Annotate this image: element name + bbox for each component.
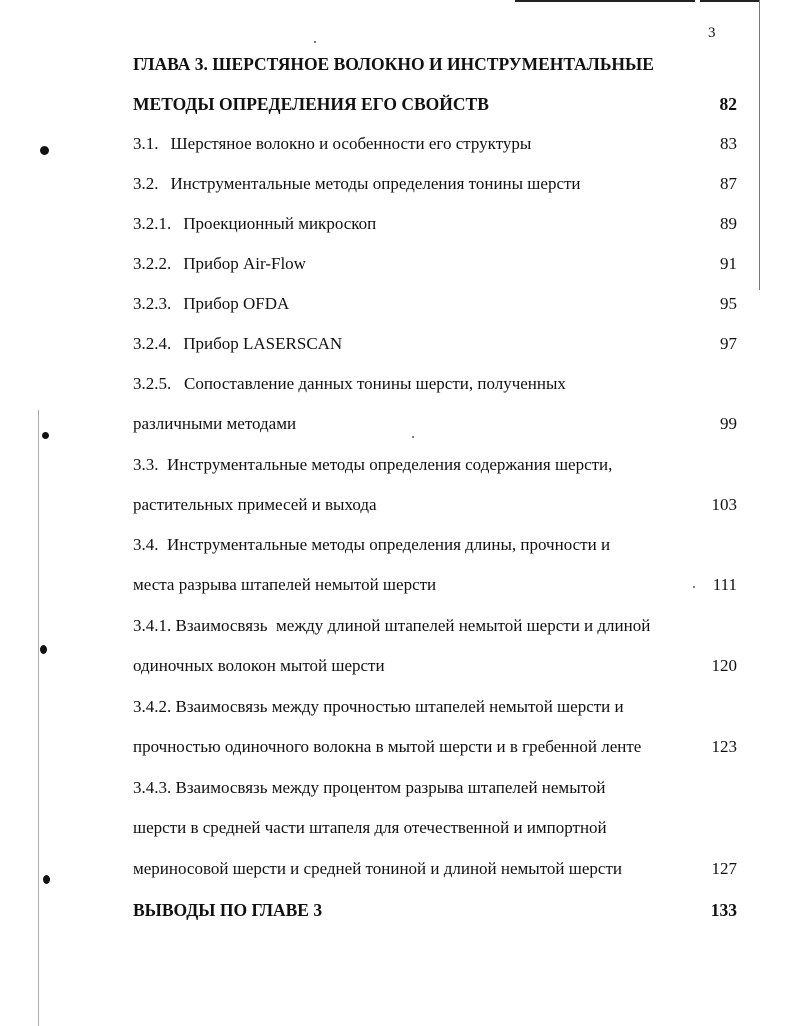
toc-entry-3-4-3-line3[interactable] bbox=[0, 857, 795, 881]
toc-entry-page: 103 bbox=[711, 495, 737, 514]
toc-entry-3-2-2[interactable] bbox=[0, 252, 795, 276]
scan-speck bbox=[314, 41, 316, 43]
toc-entry-page: 95 bbox=[720, 294, 737, 313]
conclusions-page-number: 133 bbox=[710, 900, 737, 920]
toc-entry-3-1[interactable] bbox=[0, 132, 795, 156]
toc-entry-text: 3.3. Инструментальные методы определения содержания шерсти, bbox=[133, 455, 613, 474]
chapter-title-text: МЕТОДЫ ОПРЕДЕЛЕНИЯ ЕГО СВОЙСТВ bbox=[133, 94, 489, 114]
toc-entry-page: 120 bbox=[711, 656, 737, 675]
toc-entry-3-4-1-line2[interactable] bbox=[0, 654, 795, 678]
toc-entry-text: 3.2.5. Сопоставление данных тонины шерсти, полученных bbox=[133, 374, 566, 393]
toc-entry-3-4-3-line1[interactable] bbox=[0, 776, 795, 800]
toc-entry-page: 123 bbox=[711, 737, 737, 756]
toc-entry-3-2-3[interactable] bbox=[0, 292, 795, 316]
toc-entry-3-4-3-line2[interactable] bbox=[0, 816, 795, 840]
toc-entry-page: 97 bbox=[720, 334, 737, 353]
toc-entry-3-2-5-line2[interactable] bbox=[0, 412, 795, 436]
chapter-title-text: ГЛАВА 3. ШЕРСТЯНОЕ ВОЛОКНО И ИНСТРУМЕНТАЛЬНЫЕ bbox=[133, 54, 654, 74]
toc-entry-text: 3.4. Инструментальные методы определения длины, прочности и bbox=[133, 535, 611, 554]
toc-entry-page: 111 bbox=[712, 575, 737, 594]
toc-entry-text: Прибор Air-Flow bbox=[183, 254, 306, 273]
toc-entry-text: различными методами bbox=[133, 414, 297, 433]
toc-entry-page: 91 bbox=[720, 254, 737, 273]
toc-entry-page: 83 bbox=[720, 134, 737, 153]
toc-entry-3-3-line2[interactable] bbox=[0, 493, 795, 517]
toc-entry-text: места разрыва штапелей немытой шерсти bbox=[133, 575, 437, 594]
scan-speck bbox=[412, 436, 414, 438]
toc-entry-text: растительных примесей и выхода bbox=[133, 495, 377, 514]
toc-entry-text: мериносовой шерсти и средней тониной и длиной немытой шерсти bbox=[133, 859, 622, 878]
toc-entry-number: 3.2.2. bbox=[133, 254, 172, 273]
toc-entry-text: одиночных волокон мытой шерсти bbox=[133, 656, 385, 675]
toc-entry-3-2-4[interactable] bbox=[0, 332, 795, 356]
toc-entry-number: 3.2. bbox=[133, 174, 159, 193]
toc-entry-3-2-5-line1[interactable] bbox=[0, 372, 795, 396]
toc-entry-page: 89 bbox=[720, 214, 737, 233]
toc-entry-text: 3.4.1. Взаимосвязь между длиной штапелей немытой шерсти и длиной bbox=[133, 616, 651, 635]
toc-entry-3-2[interactable] bbox=[0, 172, 795, 196]
toc-entry-text: Проекционный микроскоп bbox=[183, 214, 377, 233]
toc-entry-page: 99 bbox=[720, 414, 737, 433]
scan-edge-top-right bbox=[700, 0, 760, 2]
toc-entry-number: 3.2.4. bbox=[133, 334, 172, 353]
toc-entry-3-4-1-line1[interactable] bbox=[0, 614, 795, 638]
toc-entry-3-4-line2[interactable] bbox=[0, 573, 795, 597]
toc-entry-text: Инструментальные методы определения тонины шерсти bbox=[170, 174, 581, 193]
toc-entry-text: Прибор LASERSCAN bbox=[183, 334, 343, 353]
toc-entry-text: Прибор OFDA bbox=[183, 294, 290, 313]
toc-entry-3-4-2-line2[interactable] bbox=[0, 735, 795, 759]
toc-entry-text: 3.4.2. Взаимосвязь между прочностью штапелей немытой шерсти и bbox=[133, 697, 624, 716]
toc-entry-number: 3.2.1. bbox=[133, 214, 172, 233]
conclusions-title: ВЫВОДЫ ПО ГЛАВЕ 3 bbox=[133, 900, 323, 920]
toc-entry-3-4-line1[interactable] bbox=[0, 533, 795, 557]
toc-entry-3-4-2-line1[interactable] bbox=[0, 695, 795, 719]
toc-conclusions[interactable] bbox=[0, 898, 795, 922]
toc-entry-page: 127 bbox=[711, 859, 737, 878]
toc-entry-number: 3.2.3. bbox=[133, 294, 172, 313]
punch-hole-3 bbox=[40, 645, 47, 654]
chapter-page-number: 82 bbox=[719, 94, 737, 114]
toc-entry-number: 3.1. bbox=[133, 134, 159, 153]
toc-chapter-title-line2[interactable] bbox=[0, 92, 795, 116]
toc-entry-3-3-line1[interactable] bbox=[0, 453, 795, 477]
toc-entry-3-2-1[interactable] bbox=[0, 212, 795, 236]
toc-entry-page: 87 bbox=[720, 174, 737, 193]
toc-entry-text: шерсти в средней части штапеля для отечественной и импортной bbox=[133, 818, 607, 837]
toc-entry-text: 3.4.3. Взаимосвязь между процентом разрыва штапелей немытой bbox=[133, 778, 606, 797]
toc-entry-text: прочностью одиночного волокна в мытой шерсти и в гребенной ленте bbox=[133, 737, 642, 756]
toc-entry-text: Шерстяное волокно и особенности его структуры bbox=[170, 134, 532, 153]
page-number: 3 bbox=[708, 25, 716, 41]
scan-edge-top bbox=[515, 0, 695, 2]
toc-chapter-title-line1 bbox=[0, 52, 795, 76]
